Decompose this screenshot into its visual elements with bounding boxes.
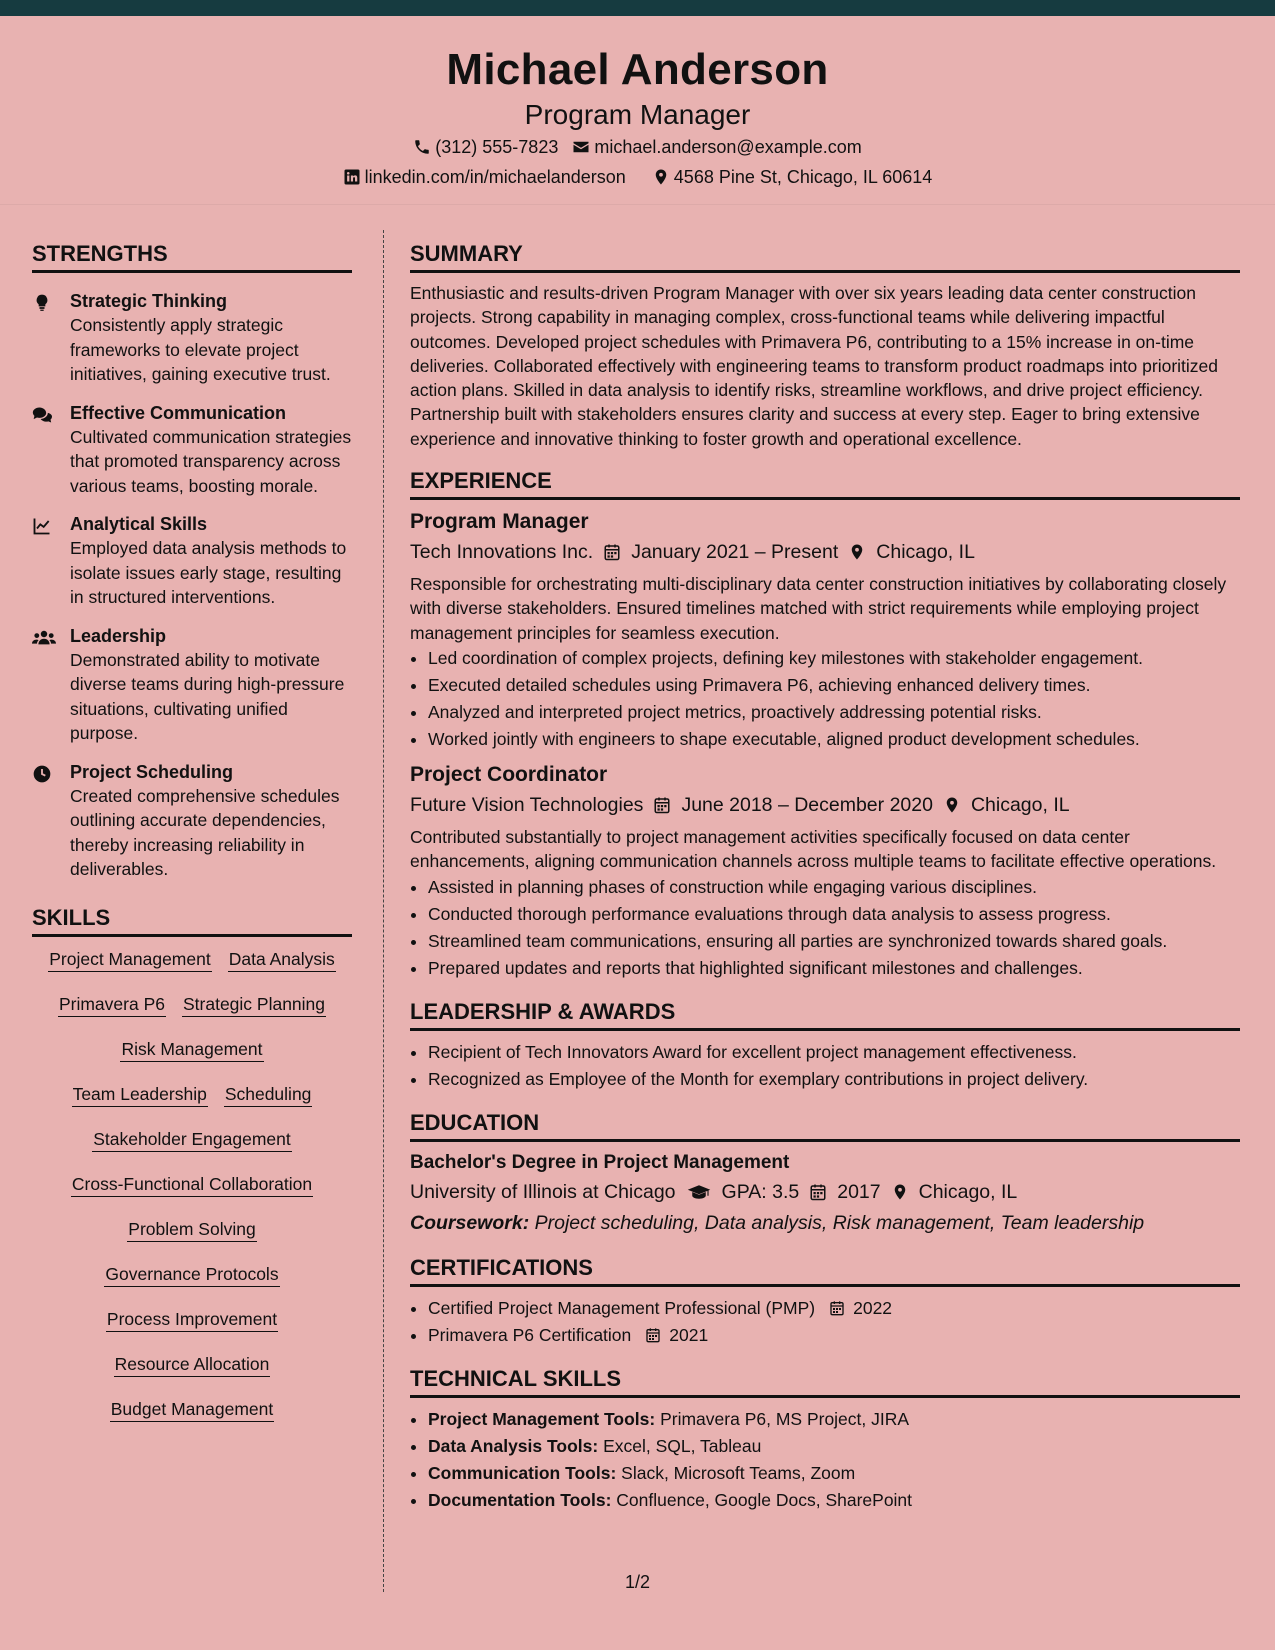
skill-tag: Team Leadership: [72, 1082, 208, 1107]
linkedin-contact[interactable]: [343, 162, 626, 192]
job-dates: January 2021 – Present: [631, 541, 839, 564]
awards-list: [410, 1039, 1240, 1093]
chart-line-icon: [32, 516, 52, 536]
job-entry: [410, 761, 1240, 982]
strength-item: [32, 512, 352, 610]
strength-item: [32, 401, 352, 499]
certification-item: [428, 1322, 1240, 1349]
skill-tag: Governance Protocols: [104, 1262, 279, 1287]
certification-name: • Certified Project Management Professional (PMP): [428, 1297, 816, 1318]
strength-name: Leadership: [70, 625, 167, 646]
calendar-icon: [829, 1300, 845, 1316]
school-name: University of Illinois at Chicago: [410, 1180, 676, 1203]
strength-name: Strategic Thinking: [70, 291, 228, 311]
technical-skill-item: [428, 1433, 1240, 1460]
skill-tag: Project Management: [48, 947, 211, 972]
job-entry: [410, 508, 1240, 753]
job-bullet: • Streamlined team communications, ensuring all parties are synchronized towards shared goals.: [428, 928, 1240, 955]
phone-icon: [413, 138, 431, 156]
email-text: michael.anderson@example.com: [594, 137, 862, 157]
calendar-icon: [603, 543, 621, 561]
skill-tag: Strategic Planning: [182, 992, 326, 1017]
skill-tag: Cross-Functional Collaboration: [71, 1172, 313, 1197]
summary-text: Enthusiastic and results-driven Program Manager with over six years leading data center construction projects. Strong capability in managing complex, cross-functional teams while delivering impactful outcomes. Developed project schedules with Primavera P6, contributing to a 15% increase in on-time deliveries. Collaborated effectively with engineering teams to transform product roadmaps into prioritized action plans. Skilled in data analysis to identify risks, streamline workflows, and drive project efficiency. Partnership built with stakeholders ensures clarity and success at every step. Eager to bring extensive experience and innovative thinking to foster growth and operational excellence.: [410, 283, 1218, 449]
map-marker-icon: [652, 168, 670, 186]
map-marker-icon: [848, 543, 866, 561]
award-item: • Recognized as Employee of the Month for exemplary contributions in project delivery.: [428, 1066, 1240, 1093]
skills-heading: SKILLS: [32, 904, 352, 937]
strength-desc: Consistently apply strategic frameworks to elevate project initiatives, gaining executive trust.: [70, 315, 331, 384]
certification-year: 2022: [853, 1297, 893, 1318]
strength-desc: Cultivated communication strategies that promoted transparency across various teams, boosting morale.: [70, 426, 352, 496]
certifications-list: [410, 1295, 1240, 1349]
degree-title: Bachelor's Degree in Project Management: [410, 1151, 790, 1173]
job-bullet: • Executed detailed schedules using Primavera P6, achieving enhanced delivery times.: [428, 672, 1240, 699]
column-divider: [383, 230, 384, 1592]
job-bullet: • Worked jointly with engineers to shape executable, aligned product development schedules.: [428, 726, 1240, 753]
technical-skill-label: Project Management Tools:: [428, 1408, 656, 1429]
strength-desc: Employed data analysis methods to isolate issues early stage, resulting in structured interventions.: [70, 538, 347, 607]
top-accent-bar: [0, 0, 1275, 16]
certifications-heading: CERTIFICATIONS: [410, 1254, 1240, 1287]
skill-tag: Resource Allocation: [114, 1352, 271, 1377]
graduation-year: 2017: [837, 1180, 881, 1203]
calendar-icon: [809, 1183, 827, 1201]
phone-contact[interactable]: [413, 132, 558, 162]
users-icon: [32, 628, 56, 648]
award-item: • Recipient of Tech Innovators Award for excellent project management effectiveness.: [428, 1039, 1240, 1066]
job-location: Chicago, IL: [876, 541, 975, 564]
map-marker-icon: [891, 1183, 909, 1201]
strengths-heading: STRENGTHS: [32, 240, 352, 273]
coursework-label: Coursework:: [410, 1211, 530, 1234]
skill-tag: Process Improvement: [106, 1307, 278, 1332]
technical-skills-list: [410, 1406, 1240, 1514]
contact-row-1: [0, 132, 1275, 162]
strength-name: Project Scheduling: [70, 761, 234, 782]
resume-header: [0, 16, 1275, 205]
skill-tag: Budget Management: [110, 1397, 274, 1422]
job-description: Contributed substantially to project management activities specifically focused on data center enhancements, aligning communication channels across multiple teams to facilitate effective operations.: [410, 826, 1217, 872]
skill-tag: Stakeholder Engagement: [92, 1127, 292, 1152]
phone-text: (312) 555-7823: [435, 137, 559, 157]
email-contact[interactable]: [572, 132, 861, 162]
candidate-title: Program Manager: [524, 99, 751, 130]
job-meta: [410, 789, 1240, 821]
calendar-icon: [653, 796, 671, 814]
technical-skill-label: Data Analysis Tools:: [428, 1435, 599, 1456]
technical-skill-value: Slack, Microsoft Teams, Zoom: [621, 1462, 856, 1483]
job-bullet: • Analyzed and interpreted project metrics, proactively addressing potential risks.: [428, 699, 1240, 726]
strength-item: [32, 624, 352, 746]
strength-name: Analytical Skills: [70, 514, 208, 534]
job-meta: [410, 536, 1240, 568]
technical-skill-item: [428, 1460, 1240, 1487]
job-bullet: • Led coordination of complex projects, defining key milestones with stakeholder engagement.: [428, 645, 1240, 672]
address-text: 4568 Pine St, Chicago, IL 60614: [673, 167, 933, 187]
certification-item: [428, 1295, 1240, 1322]
coursework: [410, 1208, 1240, 1238]
technical-skills-heading: TECHNICAL SKILLS: [410, 1365, 1240, 1398]
page-number: 1/2: [624, 1572, 651, 1592]
strength-desc: Created comprehensive schedules outlining accurate dependencies, thereby increasing reliability in deliverables.: [70, 785, 340, 879]
technical-skill-label: Communication Tools:: [428, 1462, 617, 1483]
contact-row-2: [0, 162, 1275, 192]
clock-icon: [32, 764, 52, 784]
strength-desc: Demonstrated ability to motivate diverse teams during high-pressure situations, cultivating unified purpose.: [70, 649, 345, 743]
job-company: Tech Innovations Inc.: [410, 541, 594, 564]
comments-icon: [32, 405, 52, 425]
skill-tag: Risk Management: [120, 1037, 263, 1062]
linkedin-text: linkedin.com/in/michaelanderson: [364, 167, 626, 187]
technical-skill-value: Excel, SQL, Tableau: [603, 1435, 762, 1456]
certification-name: • Primavera P6 Certification: [428, 1324, 632, 1345]
job-company: Future Vision Technologies: [410, 793, 644, 816]
job-role: Project Coordinator: [410, 762, 608, 786]
skill-tag: Scheduling: [224, 1082, 313, 1107]
job-dates: June 2018 – December 2020: [681, 793, 933, 816]
skills-list: [32, 947, 352, 1442]
strength-name: Effective Communication: [70, 402, 287, 423]
right-column: [410, 240, 1240, 1514]
education-heading: EDUCATION: [410, 1109, 1240, 1142]
technical-skill-item: [428, 1487, 1240, 1514]
technical-skill-item: [428, 1406, 1240, 1433]
gpa-text: GPA: 3.5: [721, 1180, 800, 1203]
job-bullet: • Conducted thorough performance evaluations through data analysis to assess progress.: [428, 901, 1240, 928]
skill-tag: Primavera P6: [58, 992, 166, 1017]
technical-skill-value: Primavera P6, MS Project, JIRA: [660, 1408, 910, 1429]
job-description: Responsible for orchestrating multi-disciplinary data center construction initiatives by collaborating closely with diverse stakeholders. Ensured timelines matched with strict requirements while employing project management principles for seamless execution.: [410, 574, 1227, 643]
map-marker-icon: [943, 796, 961, 814]
job-role: Program Manager: [410, 510, 589, 534]
education-meta: [410, 1176, 1240, 1208]
lightbulb-icon: [32, 293, 52, 313]
address-contact: [652, 162, 933, 192]
technical-skill-value: Confluence, Google Docs, SharePoint: [616, 1489, 913, 1510]
calendar-icon: [645, 1327, 661, 1343]
job-bullet: • Assisted in planning phases of construction while engaging various disciplines.: [428, 874, 1240, 901]
coursework-text: Project scheduling, Data analysis, Risk management, Team leadership: [534, 1211, 1145, 1234]
skill-tag: Data Analysis: [228, 947, 336, 972]
job-bullets: [410, 645, 1240, 753]
job-location: Chicago, IL: [970, 793, 1070, 816]
technical-skill-label: Documentation Tools:: [428, 1489, 612, 1510]
skill-tag: Problem Solving: [127, 1217, 256, 1242]
envelope-icon: [572, 138, 590, 156]
strength-item: [32, 289, 352, 387]
strength-item: [32, 760, 352, 882]
experience-heading: EXPERIENCE: [410, 467, 1240, 500]
job-bullets: [410, 874, 1240, 982]
candidate-name: Michael Anderson: [446, 45, 829, 94]
left-column: [32, 240, 352, 1442]
linkedin-icon: [343, 168, 361, 186]
job-bullet: • Prepared updates and reports that highlighted significant milestones and challenges.: [428, 955, 1240, 982]
awards-heading: LEADERSHIP & AWARDS: [410, 998, 1240, 1031]
education-location: Chicago, IL: [918, 1180, 1018, 1203]
summary-heading: SUMMARY: [410, 240, 1240, 273]
graduation-cap-icon: [686, 1183, 712, 1201]
certification-year: 2021: [669, 1324, 709, 1345]
